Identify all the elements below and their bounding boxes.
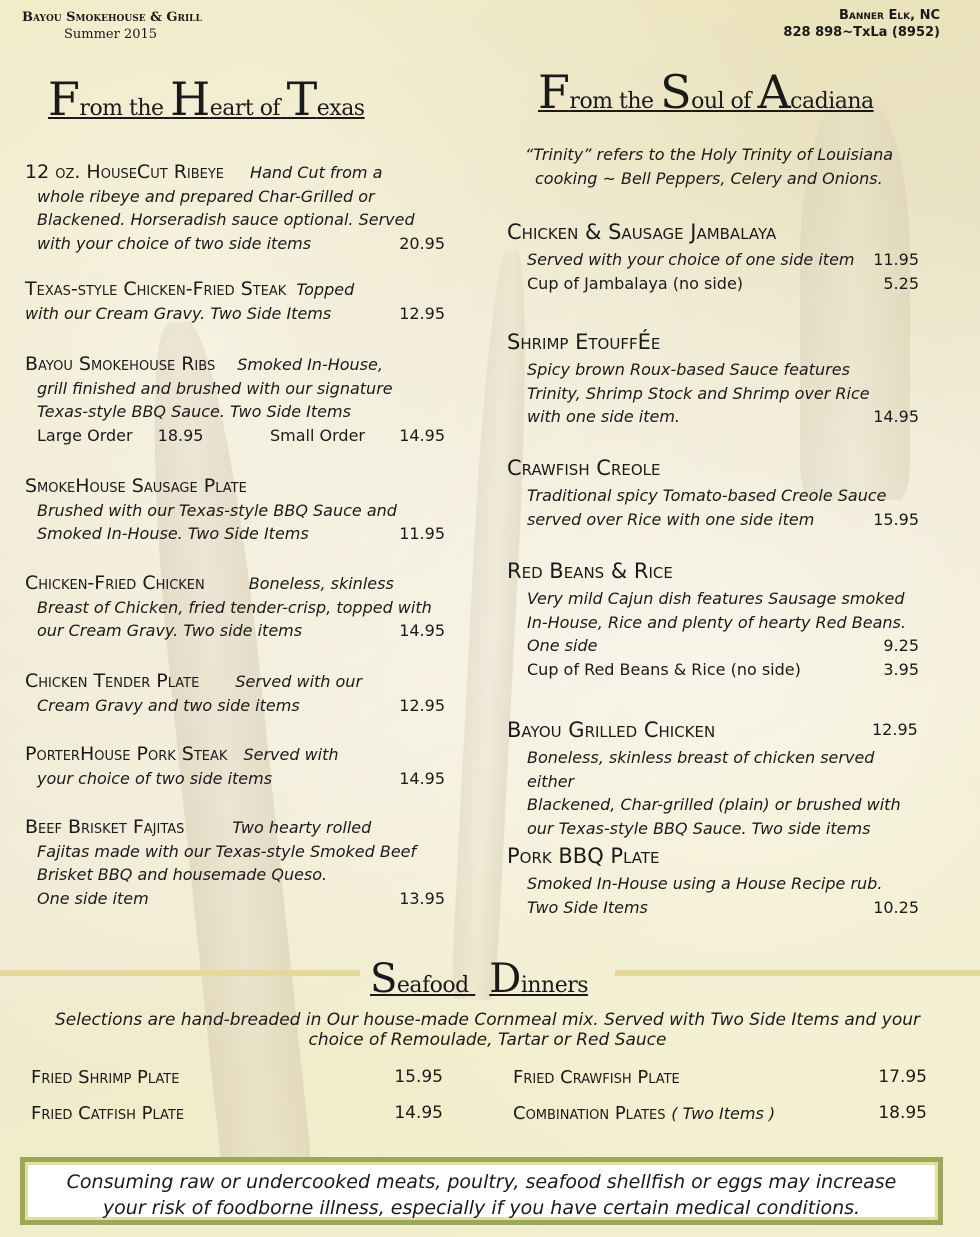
menu-item: 12 oz. HouseCut Ribeye Hand Cut from a whole ribeye and prepared Char-Grilled or Blackened. Horseradish sauce optional. Served with your choice of two side items 20.95 bbox=[25, 161, 445, 278]
item-price: 12.95 bbox=[399, 695, 445, 715]
seafood-intro: Selections are hand-breaded in Our house-made Cornmeal mix. Served with Two Side Items and your choice of Remoulade, Tartar or Red Sauce bbox=[55, 1010, 920, 1050]
item-price: 12.95 bbox=[872, 720, 918, 739]
menu-item: Bayou Grilled Chicken 12.95 Boneless, skinless breast of chicken served either Blackened, Char-grilled (plain) or brushed with our Texas-style BBQ Sauce. Two side items bbox=[507, 718, 918, 838]
item-price: 3.95 bbox=[883, 659, 919, 679]
menu-item: Chicken Tender Plate Served with our Cream Gravy and two side items 12.95 bbox=[25, 670, 445, 743]
item-price: 11.95 bbox=[399, 524, 445, 543]
seafood-item: Fried Shrimp Plate 15.95 bbox=[31, 1067, 443, 1088]
menu-item: Chicken & Sausage Jambalaya Served with your choice of one side item 11.95 Cup of Jambalaya (no side) 5.25 bbox=[507, 218, 919, 328]
menu-item: Texas-style Chicken-Fried Steak Topped with our Cream Gravy. Two Side Items 12.95 bbox=[25, 278, 445, 353]
item-price: 14.95 bbox=[394, 1103, 443, 1123]
food-safety-notice: Consuming raw or undercooked meats, poultry, seafood shellfish or eggs may increase your risk of foodborne illness, especially if you have certain medical conditions. bbox=[20, 1157, 943, 1225]
item-price: 17.95 bbox=[878, 1067, 927, 1087]
item-price: 14.95 bbox=[399, 425, 445, 445]
item-price: 18.95 bbox=[878, 1103, 927, 1123]
menu-item: Chicken-Fried Chicken Boneless, skinless Breast of Chicken, fried tender-crisp, topped with our Cream Gravy. Two side items 14.95 bbox=[25, 572, 445, 670]
acadiana-section-title: From the Soul of Acadiana bbox=[538, 65, 874, 119]
menu-item: Red Beans & Rice Very mild Cajun dish features Sausage smoked In-House, Rice and plenty of hearty Red Beans. One side 9.25 Cup of Red Beans & Rice (no side) 3.95 bbox=[507, 557, 919, 716]
location-label: Banner Elk, NC bbox=[838, 8, 940, 23]
item-price: 20.95 bbox=[399, 233, 445, 253]
menu-item: Beef Brisket Fajitas Two hearty rolled Fajitas made with our Texas-style Smoked Beef Brisket BBQ and housemade Queso. One side item 13.95 bbox=[25, 816, 445, 910]
seafood-section-title: Seafood Dinners bbox=[370, 956, 589, 1002]
seafood-item: Fried Crawfish Plate 17.95 bbox=[513, 1067, 927, 1088]
restaurant-name bbox=[22, 10, 202, 42]
texas-section-title: From the Heart of Texas bbox=[48, 72, 365, 126]
seafood-item: Fried Catfish Plate 14.95 bbox=[31, 1103, 443, 1124]
item-price: 14.95 bbox=[399, 768, 445, 788]
item-price: 5.25 bbox=[883, 273, 919, 293]
acadiana-intro: “Trinity” refers to the Holy Trinity of Louisiana cooking ~ Bell Peppers, Celery and Onions. bbox=[525, 145, 894, 188]
menu-item: SmokeHouse Sausage Plate Brushed with our Texas-style BBQ Sauce and Smoked In-House. Two Side Items 11.95 bbox=[25, 475, 445, 572]
phone-number: 828 898~TxLa (8952) bbox=[783, 25, 940, 40]
divider-right bbox=[615, 970, 980, 976]
divider-left bbox=[0, 970, 360, 976]
season-label: Summer 2015 bbox=[64, 27, 158, 42]
restaurant-title: Bayou Smokehouse & Grill bbox=[22, 10, 202, 25]
item-price: 14.95 bbox=[873, 407, 919, 426]
menu-item: Bayou Smokehouse Ribs Smoked In-House, grill finished and brushed with our signature Texas-style BBQ Sauce. Two Side Items Large Order 18.95 Small Order 14.95 bbox=[25, 353, 445, 475]
item-price: 12.95 bbox=[399, 303, 445, 323]
menu-item: Crawfish Creole Traditional spicy Tomato-based Creole Sauce served over Rice with one side item 15.95 bbox=[507, 454, 919, 557]
location-info bbox=[783, 8, 940, 40]
texas-menu bbox=[25, 161, 445, 910]
menu-item: PorterHouse Pork Steak Served with your choice of two side items 14.95 bbox=[25, 743, 445, 816]
menu-item: Shrimp EtouffÉe Spicy brown Roux-based Sauce features Trinity, Shrimp Stock and Shrimp over Rice with one side item. 14.95 bbox=[507, 328, 919, 454]
seafood-item: Combination Plates ( Two Items ) 18.95 bbox=[513, 1103, 927, 1124]
menu-item: Pork BBQ Plate Smoked In-House using a House Recipe rub. Two Side Items 10.25 bbox=[507, 842, 919, 919]
item-price: 10.25 bbox=[873, 897, 919, 917]
item-price: 13.95 bbox=[399, 888, 445, 908]
item-price: 15.95 bbox=[873, 509, 919, 529]
item-price: 15.95 bbox=[394, 1067, 443, 1087]
acadiana-menu bbox=[507, 218, 919, 919]
item-price: 14.95 bbox=[399, 621, 445, 640]
item-price: 9.25 bbox=[883, 636, 919, 655]
item-price: 11.95 bbox=[873, 250, 919, 269]
